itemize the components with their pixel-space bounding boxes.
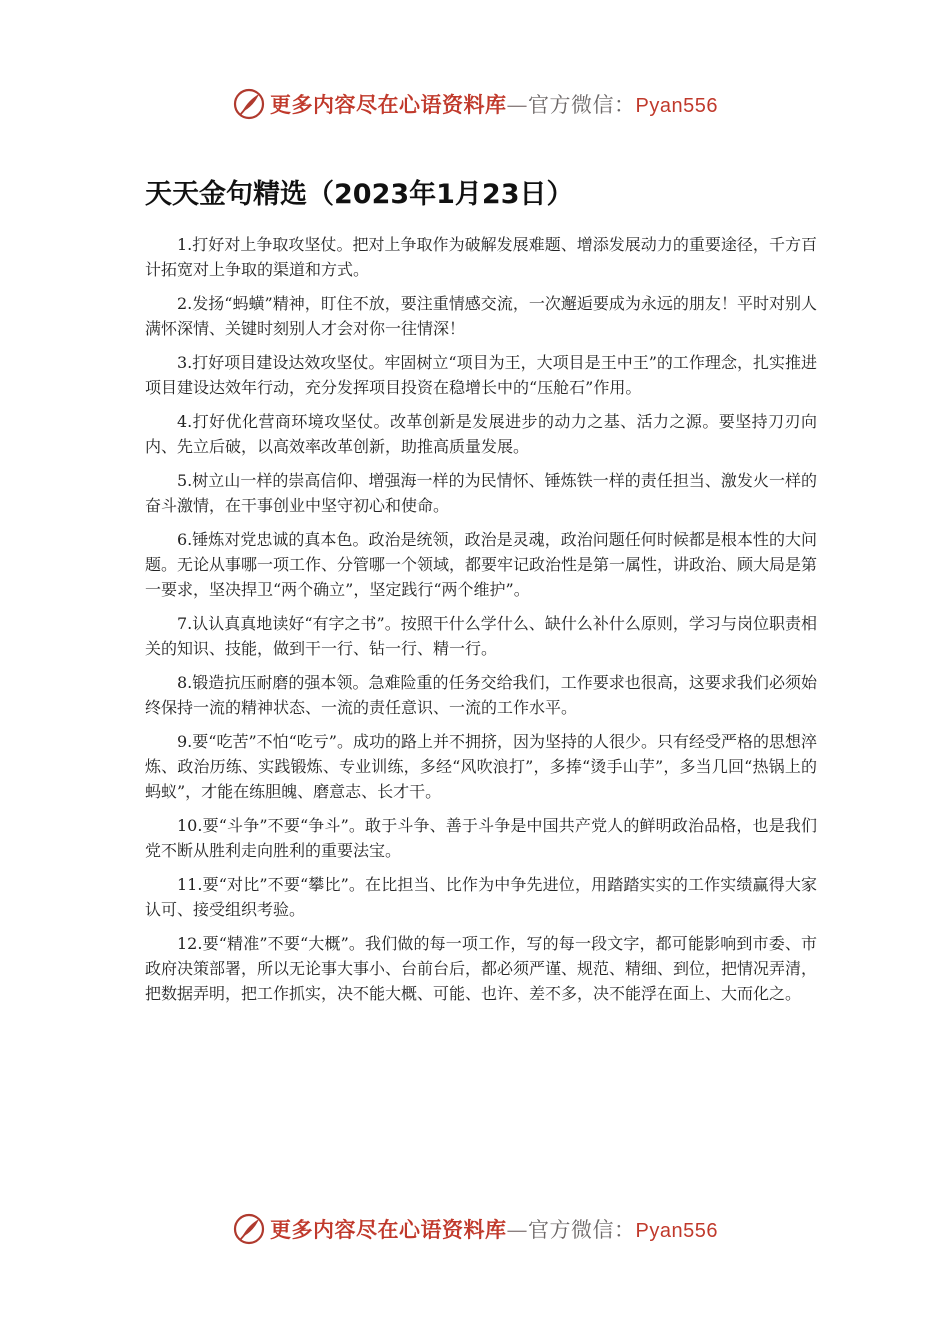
- paragraph-5: 5.树立山一样的崇高信仰、增强海一样的为民情怀、锤炼铁一样的责任担当、激发火一样的奋斗激情，在干事创业中坚守初心和使命。: [145, 471, 817, 515]
- banner-dash: —: [506, 1218, 529, 1242]
- paragraph-4: 4.打好优化营商环境攻坚仗。改革创新是发展进步的动力之基、活力之源。要坚持刀刃向内、先立后破，以高效率改革创新，助推高质量发展。: [145, 412, 817, 456]
- paragraph-10: 10.要“斗争”不要“争斗”。敢于斗争、善于斗争是中国共产党人的鲜明政治品格，也是我们党不断从胜利走向胜利的重要法宝。: [145, 816, 817, 860]
- banner-brand: 更多内容尽在心语资料库: [270, 92, 507, 117]
- feather-pen-logo-icon: [232, 1212, 266, 1246]
- footer-banner: [0, 1209, 950, 1249]
- banner-dash: —: [506, 93, 529, 117]
- banner-official: 官方微信：: [528, 93, 636, 117]
- paragraph-2: 2.发扬“蚂蟥”精神，盯住不放，要注重情感交流，一次邂逅要成为永远的朋友！平时对别人满怀深情、关键时刻别人才会对你一往情深！: [145, 294, 817, 338]
- banner-brand: 更多内容尽在心语资料库: [270, 1217, 507, 1242]
- banner-official: 官方微信：: [528, 1218, 636, 1242]
- document-body: [145, 232, 817, 1015]
- feather-pen-logo-icon: [232, 87, 266, 121]
- paragraph-6: 6.锤炼对党忠诚的真本色。政治是统领，政治是灵魂，政治问题任何时候都是根本性的大问题。无论从事哪一项工作、分管哪一个领域，都要牢记政治性是第一属性，讲政治、顾大局是第一要求，坚决捍卫“两个确立”，坚定践行“两个维护”。: [145, 530, 818, 599]
- banner-text: [270, 1214, 718, 1244]
- paragraph-1: 1.打好对上争取攻坚仗。把对上争取作为破解发展难题、增添发展动力的重要途径，千方百计拓宽对上争取的渠道和方式。: [145, 235, 817, 279]
- banner-wechat-id: Pyan556: [635, 1220, 718, 1242]
- header-banner: [0, 84, 950, 124]
- paragraph-12: 12.要“精准”不要“大概”。我们做的每一项工作，写的每一段文字，都可能影响到市委、市政府决策部署，所以无论事大事小、台前台后，都必须严谨、规范、精细、到位，把情况弄清，把数据弄明，把工作抓实，决不能大概、可能、也许、差不多，决不能浮在面上、大而化之。: [145, 934, 818, 1003]
- paragraph-8: 8.锻造抗压耐磨的强本领。急难险重的任务交给我们，工作要求也很高，这要求我们必须始终保持一流的精神状态、一流的责任意识、一流的工作水平。: [145, 673, 817, 717]
- banner-text: [270, 89, 718, 119]
- paragraph-3: 3.打好项目建设达效攻坚仗。牢固树立“项目为王，大项目是王中王”的工作理念，扎实推进项目建设达效年行动，充分发挥项目投资在稳增长中的“压舱石”作用。: [145, 353, 817, 397]
- banner-wechat-id: Pyan556: [635, 95, 718, 117]
- paragraph-11: 11.要“对比”不要“攀比”。在比担当、比作为中争先进位，用踏踏实实的工作实绩赢得大家认可、接受组织考验。: [145, 875, 817, 919]
- paragraph-7: 7.认认真真地读好“有字之书”。按照干什么学什么、缺什么补什么原则，学习与岗位职责相关的知识、技能，做到干一行、钻一行、精一行。: [145, 614, 817, 658]
- paragraph-9: 9.要“吃苦”不怕“吃亏”。成功的路上并不拥挤，因为坚持的人很少。只有经受严格的思想淬炼、政治历练、实践锻炼、专业训练，多经“风吹浪打”，多捧“烫手山芋”，多当几回“热锅上的蚂蚁”，才能在练胆魄、磨意志、长才干。: [145, 732, 817, 801]
- document-title: 天天金句精选（2023年1月23日）: [145, 179, 574, 210]
